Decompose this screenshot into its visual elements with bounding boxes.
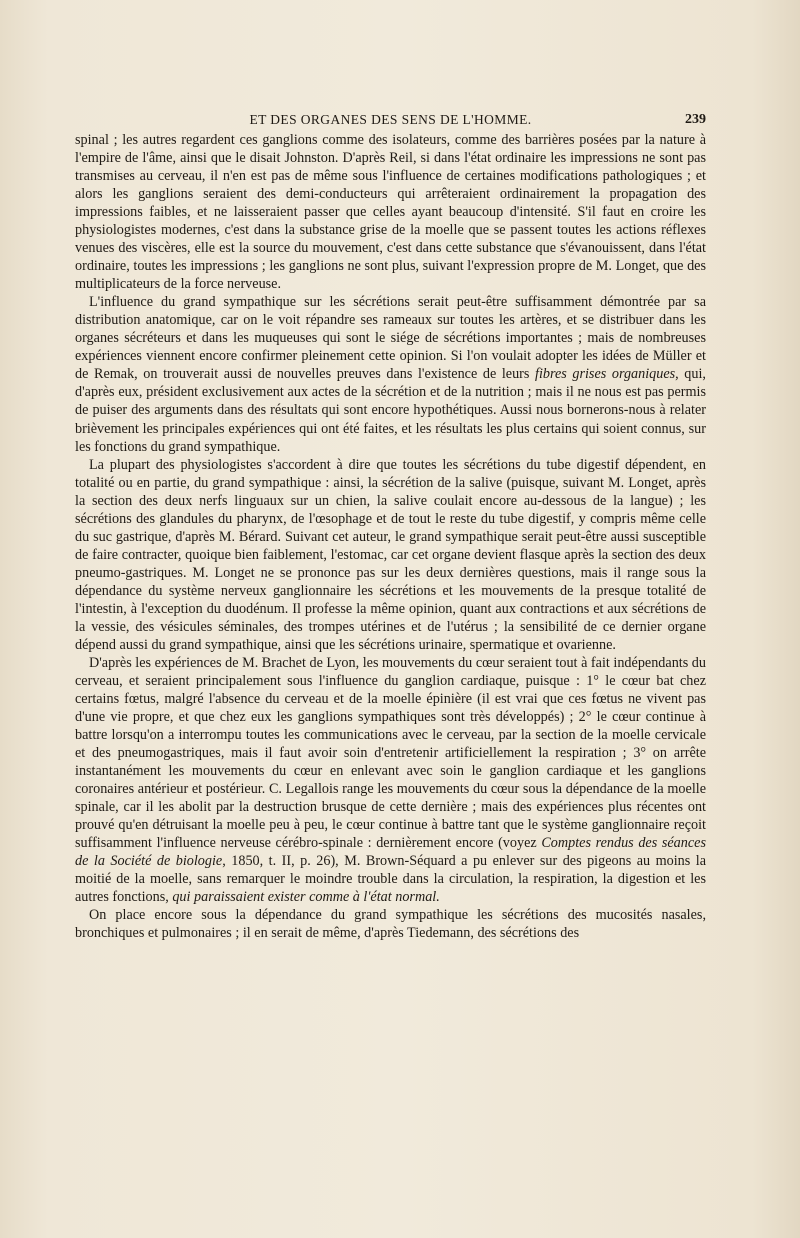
text-run: , 1850, t. II, p. 26), M. Brown-Séquard a pu enlever sur des pigeons au moins la moitié de la moelle, sans remarquer le moindre trouble dans la circulation, la respiration, la digestion et les autres fonctions, xyxy=(75,853,707,906)
paragraph xyxy=(75,654,706,906)
text-run: spinal ; les autres regardent ces ganglions comme des isolateurs, comme des barrières posées par la nature à l'empire de l'âme, ainsi que le disait Johnston. D'après Reil, si dans l'état ordinaire les impressions ne sont pas transmises au cerveau, il n'en est pas de même sous l'influence de certaines modifications pathologiques ; et alors les ganglions seraient des demi-conducteurs qui arrêteraient ordinairement la propagation des impressions faibles, et ne laisseraient passer que celles ayant beaucoup d'intensité. S'il faut en croire les physiologistes modernes, c'est dans la substance grise de la moelle que se passent toutes les actions réflexes venues des viscères, elle est la source du mouvement, c'est dans cette substance que s'évanouissent, dans l'état ordinaire, toutes les impressions ; les ganglions ne sont plus, suivant l'expression propre de M. Longet, que des multiplicateurs de la force nerveuse. xyxy=(75,132,706,293)
page-number: 239 xyxy=(685,112,706,127)
italic-term: fibres grises organiques xyxy=(535,366,676,383)
text-run: D'après les expériences de M. Brachet de Lyon, les mouvements du cœur seraient tout à fait indépendants du cerveau, et seraient principalement sous l'influence du ganglion cardiaque, puisque : 1° le cœur bat chez certains fœtus, malgré l'absence du cerveau et de la moelle épinière (il est vrai que ces fœtus ne vivent pas d'une vie propre, et que chez eux les ganglions sympathiques sont très développés) ; 2° le cœur continue à battre lorsqu'on a interrompu toutes les communications avec le cerveau, par la section de la moelle cervicale et des pneumogastriques, mais il faut avoir soin d'entretenir artificiellement la respiration ; 3° on arrête instantanément les mouvements du cœur en enlevant avec soin le ganglion cardiaque et les ganglions coronaires antérieur et postérieur. C. Legallois range les mouvements du cœur sous la dépendance de la moelle spinale, car il les abolit par la destruction brusque de cette dernière ; mais des expériences plus récentes ont prouvé qu'en détruisant la moelle peu à peu, le cœur continue à battre tant que le système ganglionnaire reçoit suffisamment l'influence nerveuse cérébro-spinale : dernièrement encore (voyez xyxy=(75,654,706,852)
text-run: L'influence du grand sympathique sur les sécrétions serait peut-être suffisamment démontrée par sa distribution anatomique, car on le voit répandre ses rameaux sur toutes les artères, et se distribuer dans les organes sécréteurs et dans les muqueuses qui sont le siége de sécrétions importantes ; mais de nombreuses expériences viennent encore confirmer pleinement cette opinion. Si l'on voulait adopter les idées de Müller et de Remak, on trouverait aussi de nouvelles preuves dans l'existence de leurs xyxy=(75,294,706,383)
paragraph xyxy=(75,456,706,654)
text-run: On place encore sous la dépendance du grand sympathique les sécrétions des mucosités nasales, bronchiques et pulmonaires ; il en serait de même, d'après Tiedemann, des sécrétions des xyxy=(75,907,706,942)
running-head: ET DES ORGANES DES SENS DE L'HOMME. xyxy=(249,112,532,127)
paragraph xyxy=(75,293,706,455)
text-run: La plupart des physiologistes s'accordent à dire que toutes les sécrétions du tube digestif dépendent, en totalité ou en partie, du grand sympathique : ainsi, la sécrétion de la salive (puisque, suivant M. Longet, après la section des deux nerfs linguaux sur un chien, la salive coulait encore au-dessous de la langue) ; les sécrétions des glandules du pharynx, de l'œsophage et de tout le reste du tube digestif, y compris même celle du suc gastrique, d'après M. Bérard. Suivant cet auteur, le grand sympathique serait peut-être aussi susceptible de faire contracter, quoique bien faiblement, l'estomac, car cet organe devient flasque après la section des deux pneumo-gastriques. M. Longet ne se prononce pas sur les deux dernières questions, mais il range sous la dépendance du système nerveux ganglionnaire les sécrétions et les mouvements de la presque totalité de l'intestin, à l'exception du duodénum. Il professe la même opinion, quant aux contractions et aux sécrétions de la vessie, des vésicules séminales, des trompes utérines et de l'utérus ; la sensibilité de ce dernier organe dépend aussi du grand sympathique, ainsi que les sécrétions urinaire, spermatique et ovarienne. xyxy=(75,456,706,653)
text-run: , qui, d'après eux, président exclusivement aux actes de la sécrétion et de la nutrition ; mais il ne nous est pas permis de puiser des arguments dans des résultats qui sont encore hypothétiques. Aussi nous bornerons-nous à relater brièvement les principales expériences qui ont été faites, et les résultats les plus certains qui soient connus, sur les fonctions du grand sympathique. xyxy=(75,366,706,455)
paragraph xyxy=(75,131,706,293)
italic-citation: Comptes rendus des séances de la Société de biologie xyxy=(75,835,706,870)
paragraph xyxy=(75,906,706,942)
italic-phrase: qui paraissaient exister comme à l'état normal. xyxy=(172,889,440,906)
body-text xyxy=(75,131,706,942)
